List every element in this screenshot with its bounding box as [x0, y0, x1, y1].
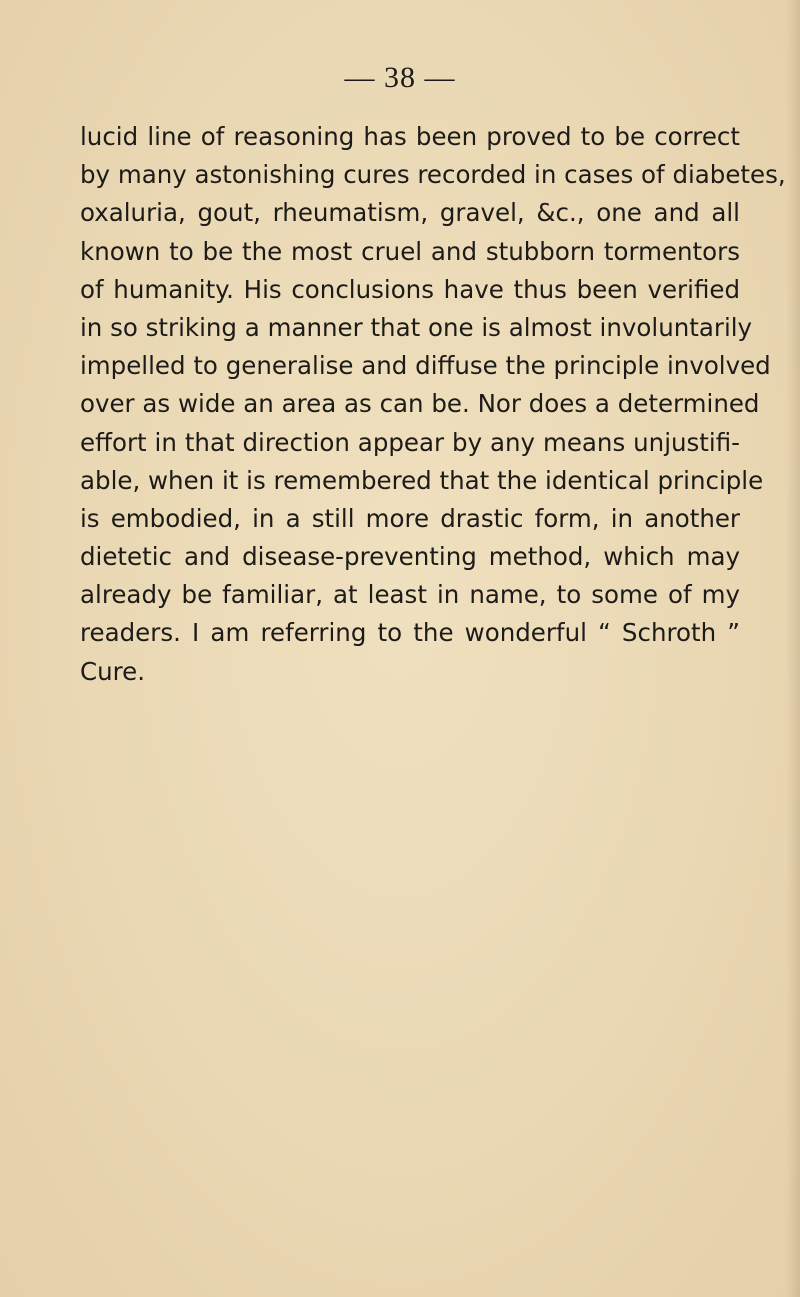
text-line: able, when it is remembered that the identical principle: [80, 465, 764, 495]
text-line: Cure.: [80, 656, 146, 686]
page-edge-shadow: [786, 0, 800, 1297]
text-line: already be familiar, at least in name, to some of my: [80, 580, 740, 610]
text-line: impelled to generalise and diffuse the principle involved: [80, 351, 771, 381]
text-line: is embodied, in a still more drastic form, in another: [80, 503, 740, 533]
text-line: oxaluria, gout, rheumatism, gravel, &c., one and all: [80, 198, 740, 228]
text-line: known to be the most cruel and stubborn tormentors: [80, 236, 740, 266]
text-line: over as wide an area as can be. Nor does a determined: [80, 389, 760, 419]
text-line: by many astonishing cures recorded in cases of diabetes,: [80, 160, 786, 190]
text-line: effort in that direction appear by any means unjustifi-: [80, 427, 740, 457]
text-line: readers. I am referring to the wonderful “ Schroth ”: [80, 618, 740, 648]
text-line: in so striking a manner that one is almost involuntarily: [80, 312, 753, 342]
text-line: of humanity. His conclusions have thus been verified: [80, 274, 740, 304]
text-line: lucid line of reasoning has been proved to be correct: [80, 122, 740, 151]
page-number: — 38 —: [344, 61, 456, 94]
body-paragraph: [80, 118, 786, 691]
text-line: dietetic and disease-preventing method, which may: [80, 542, 740, 572]
